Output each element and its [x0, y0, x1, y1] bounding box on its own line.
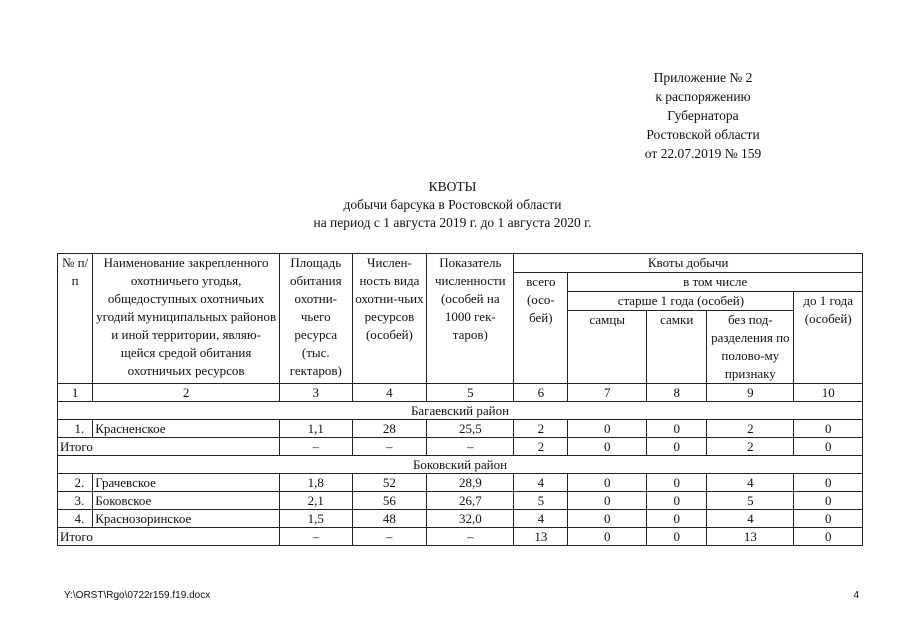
column-number-row: [58, 384, 863, 402]
title-period: на период с 1 августа 2019 г. до 1 августа 2020 г.: [313, 215, 592, 230]
column-number: 1: [58, 384, 93, 402]
appendix-line: Губернатора: [667, 108, 739, 123]
header-total: всего (осо-бей): [514, 273, 568, 384]
district-row: [58, 402, 863, 420]
column-number: 5: [427, 384, 514, 402]
appendix-block: [593, 68, 813, 163]
quota-table: [57, 253, 863, 546]
area-cell: 1,5: [279, 510, 352, 528]
population-cell: 52: [352, 474, 427, 492]
appendix-line: Приложение № 2: [653, 70, 753, 85]
nosex-cell: 5: [707, 492, 794, 510]
nosex-cell: 4: [707, 510, 794, 528]
area-cell: –: [279, 438, 352, 456]
density-cell: 25,5: [427, 420, 514, 438]
row-number: 3.: [58, 492, 93, 510]
area-cell: 2,1: [279, 492, 352, 510]
males-cell: 0: [568, 510, 647, 528]
table-row: [58, 492, 863, 510]
header-females: самки: [647, 311, 707, 384]
row-number: 2.: [58, 474, 93, 492]
header-quota: Квоты добычи: [514, 254, 863, 273]
males-cell: 0: [568, 420, 647, 438]
table-row: [58, 474, 863, 492]
header-males: самцы: [568, 311, 647, 384]
males-cell: 0: [568, 528, 647, 546]
population-cell: –: [352, 438, 427, 456]
row-number: 1.: [58, 420, 93, 438]
row-number: 4.: [58, 510, 93, 528]
females-cell: 0: [647, 438, 707, 456]
density-cell: –: [427, 528, 514, 546]
header-older: старше 1 года (особей): [568, 292, 794, 311]
appendix-line: к распоряжению: [655, 89, 751, 104]
header-population: Числен-ность вида охотни-чьих ресурсов (особей): [352, 254, 427, 384]
nosex-cell: 4: [707, 474, 794, 492]
header-name: Наименование закрепленного охотничьего угодья, общедоступных охотничьих угодий муниципальных районов и иной территории, являю-щейся средой обитания охотничьих ресурсов: [93, 254, 280, 384]
young-cell: 0: [794, 438, 863, 456]
area-cell: –: [279, 528, 352, 546]
header-density: Показатель численности (особей на 1000 гек-таров): [427, 254, 514, 384]
district-name: Багаевский район: [58, 402, 863, 420]
total-cell: 5: [514, 492, 568, 510]
area-cell: 1,1: [279, 420, 352, 438]
document-title: [0, 178, 905, 232]
appendix-line: от 22.07.2019 № 159: [644, 146, 762, 161]
total-label: Итого: [58, 528, 280, 546]
page-number: 4: [853, 590, 859, 601]
young-cell: 0: [794, 528, 863, 546]
column-number: 3: [279, 384, 352, 402]
nosex-cell: 13: [707, 528, 794, 546]
header-including: в том числе: [568, 273, 863, 292]
young-cell: 0: [794, 420, 863, 438]
title-subtitle: добычи барсука в Ростовской области: [343, 197, 562, 212]
column-number: 9: [707, 384, 794, 402]
table-row: [58, 420, 863, 438]
males-cell: 0: [568, 492, 647, 510]
district-row: [58, 456, 863, 474]
total-cell: 4: [514, 510, 568, 528]
males-cell: 0: [568, 474, 647, 492]
total-row: [58, 438, 863, 456]
total-cell: 4: [514, 474, 568, 492]
column-number: 6: [514, 384, 568, 402]
column-number: 2: [93, 384, 280, 402]
females-cell: 0: [647, 474, 707, 492]
females-cell: 0: [647, 492, 707, 510]
column-number: 7: [568, 384, 647, 402]
density-cell: 32,0: [427, 510, 514, 528]
district-name: Боковский район: [58, 456, 863, 474]
population-cell: –: [352, 528, 427, 546]
header-nosex: без под-разделения по полово-му признаку: [707, 311, 794, 384]
females-cell: 0: [647, 510, 707, 528]
hunting-ground-name: Красненское: [93, 420, 280, 438]
hunting-ground-name: Грачевское: [93, 474, 280, 492]
density-cell: –: [427, 438, 514, 456]
total-cell: 2: [514, 420, 568, 438]
nosex-cell: 2: [707, 438, 794, 456]
hunting-ground-name: Краснозоринское: [93, 510, 280, 528]
header-area: Площадь обитания охотни-чьего ресурса (тыс. гектаров): [279, 254, 352, 384]
total-row: [58, 528, 863, 546]
young-cell: 0: [794, 474, 863, 492]
area-cell: 1,8: [279, 474, 352, 492]
appendix-line: Ростовской области: [646, 127, 760, 142]
density-cell: 26,7: [427, 492, 514, 510]
hunting-ground-name: Боковское: [93, 492, 280, 510]
table-row: [58, 510, 863, 528]
total-cell: 13: [514, 528, 568, 546]
total-cell: 2: [514, 438, 568, 456]
population-cell: 48: [352, 510, 427, 528]
footer-file-path: Y:\ORST\Rgo\0722r159.f19.docx: [64, 590, 211, 601]
young-cell: 0: [794, 492, 863, 510]
total-label: Итого: [58, 438, 280, 456]
header-num: № п/п: [58, 254, 93, 384]
title-heading: КВОТЫ: [428, 179, 477, 194]
nosex-cell: 2: [707, 420, 794, 438]
column-number: 10: [794, 384, 863, 402]
population-cell: 56: [352, 492, 427, 510]
density-cell: 28,9: [427, 474, 514, 492]
column-number: 4: [352, 384, 427, 402]
males-cell: 0: [568, 438, 647, 456]
females-cell: 0: [647, 420, 707, 438]
females-cell: 0: [647, 528, 707, 546]
young-cell: 0: [794, 510, 863, 528]
population-cell: 28: [352, 420, 427, 438]
header-young: до 1 года (особей): [794, 292, 863, 384]
column-number: 8: [647, 384, 707, 402]
